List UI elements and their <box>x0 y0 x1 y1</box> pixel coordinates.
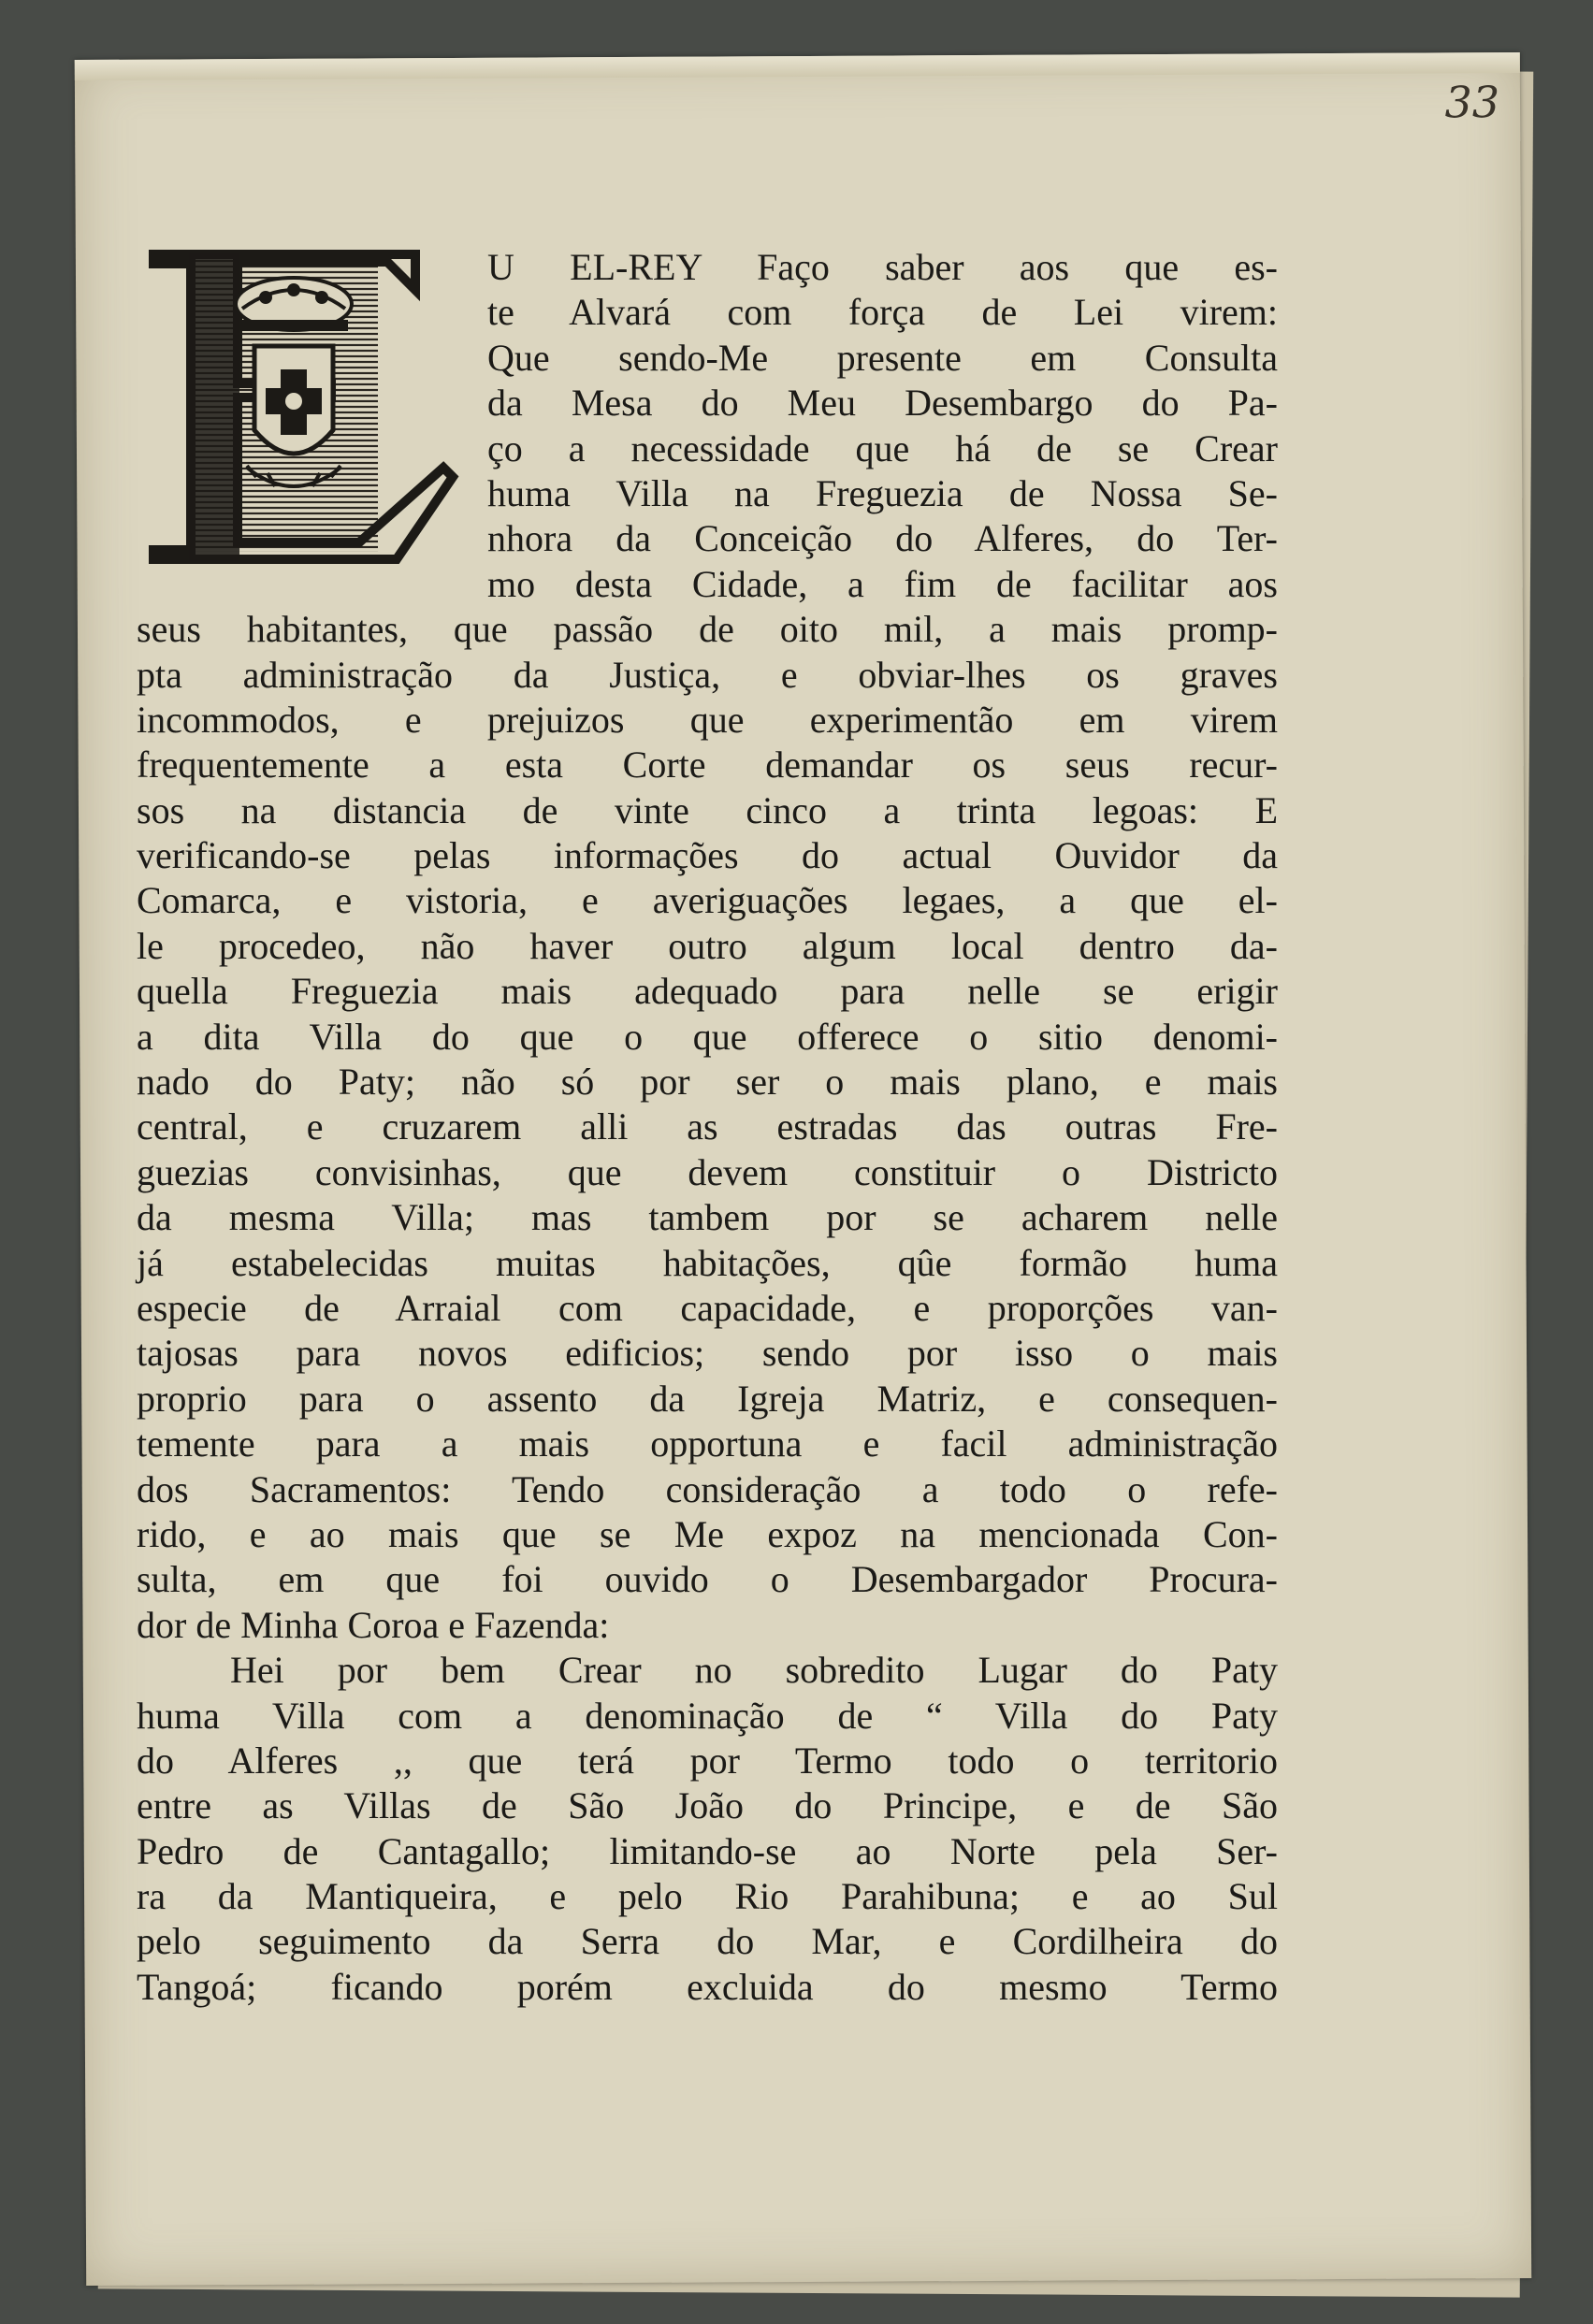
text-line: sos na distancia de vinte cinco a trinta legoas: E <box>137 788 1278 831</box>
text-line: do Alferes ,, que terá por Termo todo o territorio <box>137 1739 1278 1782</box>
text-line: U EL-REY Faço saber aos que es- <box>487 246 1278 288</box>
text-line: pelo seguimento da Serra do Mar, e Cordilheira do <box>137 1920 1278 1963</box>
text-line: ço a necessidade que há de se Crear <box>487 426 1278 469</box>
text-line: Hei por bem Crear no sobredito Lugar do Paty <box>230 1649 1278 1692</box>
text-line: nado do Paty; não só por ser o mais plano, e mais <box>137 1061 1278 1104</box>
text-line: central, e cruzarem alli as estradas das outras Fre- <box>137 1105 1278 1148</box>
text-line: le procedeo, não haver outro algum local dentro da- <box>137 924 1278 967</box>
text-line: proprio para o assento da Igreja Matriz, e consequen- <box>137 1377 1278 1420</box>
text-line: frequentemente a esta Corte demandar os seus recur- <box>137 743 1278 787</box>
text-line: Comarca, e vistoria, e averiguações legaes, a que el- <box>137 879 1278 922</box>
text-line: da mesma Villa; mas tambem por se acharem nelle <box>137 1196 1278 1239</box>
text-line: dor de Minha Coroa e Fazenda: <box>137 1603 610 1646</box>
text-line: guezias convisinhas, que devem constituir o Districto <box>137 1150 1278 1193</box>
alvara-text <box>137 245 1278 2010</box>
text-line: Que sendo-Me presente em Consulta <box>487 336 1278 379</box>
text-line: entre as Villas de São João do Principe, e de São <box>137 1784 1278 1827</box>
text-line: verificando-se pelas informações do actual Ouvidor da <box>137 834 1278 877</box>
text-line: pta administração da Justiça, e obviar-lhes os graves <box>137 653 1278 696</box>
text-line: mo desta Cidade, a fim de facilitar aos <box>487 562 1278 605</box>
text-line: incommodos, e prejuizos que experimentão em virem <box>137 698 1278 741</box>
page-top-edge <box>75 52 1520 80</box>
text-line: Pedro de Cantagallo; limitando-se ao Norte pela Ser- <box>137 1829 1278 1872</box>
text-line: nhora da Conceição do Alferes, do Ter- <box>487 517 1278 560</box>
text-line: a dita Villa do que o que offerece o sitio denomi- <box>137 1015 1278 1058</box>
text-line: ra da Mantiqueira, e pelo Rio Parahibuna; e ao Sul <box>137 1875 1278 1918</box>
text-line: quella Freguezia mais adequado para nelle se erigir <box>137 970 1278 1013</box>
text-line: especie de Arraial com capacidade, e proporções van- <box>137 1286 1278 1329</box>
text-line: huma Villa com a denominação de “ Villa do Paty <box>137 1694 1278 1737</box>
text-line: sulta, em que foi ouvido o Desembargador Procura- <box>137 1558 1278 1601</box>
text-line: temente para a mais opportuna e facil administração <box>137 1422 1278 1465</box>
text-line: já estabelecidas muitas habitações, qûe formão huma <box>137 1241 1278 1284</box>
text-line: huma Villa na Freguezia de Nossa Se- <box>487 471 1278 514</box>
text-line: rido, e ao mais que se Me expoz na mencionada Con- <box>137 1512 1278 1555</box>
text-line: da Mesa do Meu Desembargo do Pa- <box>487 382 1278 425</box>
text-line: dos Sacramentos: Tendo consideração a todo o refe- <box>137 1467 1278 1510</box>
folio-number: 33 <box>1444 77 1500 128</box>
text-line: te Alvará com força de Lei virem: <box>487 291 1278 334</box>
text-line: tajosas para novos edificios; sendo por isso o mais <box>137 1332 1278 1375</box>
text-line: seus habitantes, que passão de oito mil, a mais promp- <box>137 608 1278 651</box>
text-line: Tangoá; ficando porém excluida do mesmo Termo <box>137 1965 1278 2008</box>
